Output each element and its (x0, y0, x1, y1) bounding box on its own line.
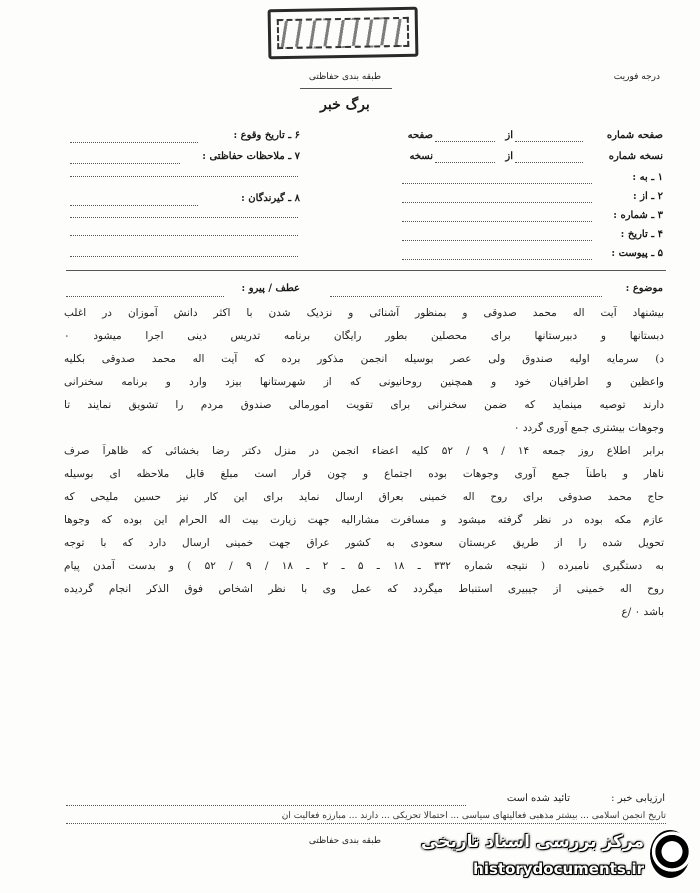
body-line: ناهار و باطناً جمع آوری وجوهات بوده اجتماع و چون قرار است مبلغ قابل ملاحظه ای بوسیله (64, 468, 664, 480)
security-notes-label: ۷ ـ ملاحظات حفاظتی : (202, 151, 300, 162)
subject-label: موضوع : (625, 283, 663, 294)
header-underline (300, 88, 392, 89)
section-separator (66, 270, 666, 271)
body-line: بیشنهاد آیت اله محمد صدوقی و بمنظور آشنائی و نزدیک شدن با اکثر دانش آموزان در اغلب (64, 307, 664, 319)
date-dots (402, 240, 592, 241)
body-line: برابر اطلاع روز جمعه ۱۴ / ۹ / ۵۲ کلیه اعضاء انجمن در منزل دکتر رضا بخشائی که ظاهراً صرف (64, 445, 664, 457)
body-line: واعظین و اطرافیان خود و همچنین روحانیونی که از شهرستانها بیزد وارد و برنامه سخنرانی (64, 376, 664, 388)
from-label: ۲ ـ از : (632, 191, 663, 202)
priority-label: درجه فوریت (613, 72, 660, 82)
analysis-line: تاریخ انجمن اسلامی ... بیشتر مذهبی فعالیتهای سیاسی ... احتمالاً تحریکی ... دارند ... مبارزه فعالیت آن (281, 811, 666, 821)
reference-dots (66, 296, 224, 297)
body-line: به دستگیری نامبرده ( نتیجه شماره ۳۳۲ ـ ۱۸ ـ ۵ ـ ۲ ـ ۱۸ / ۹ / ۵۲ ) و بدست آمدن پیام (64, 560, 664, 572)
attachment-dots (402, 259, 592, 260)
event-date-label: ۶ ـ تاریخ وقوع : (233, 130, 300, 141)
recipients-dots-0 (70, 176, 298, 177)
body-line: روح اله خمینی از جیبیری استنباط میگردد که عمل وی با نظر اشخاص فوق الذکر انجام گردیده (64, 583, 664, 595)
form-title: برگ خبر (320, 97, 370, 113)
to-dots (402, 183, 592, 184)
recipients-dots-2 (70, 217, 298, 218)
body-line: وجوهات بیشتری جمع آوری گردد ۰ (513, 422, 664, 434)
body-line: د) سرمایه اولیه صندوق ولی عصر بوسیله انجمن مذکور برده که آیت اله محمد صدوقی بکلیه (64, 353, 664, 365)
page-number-label: صفحه شماره (606, 130, 663, 141)
copy-unit-label: نسخه (409, 151, 433, 162)
classification-bottom: طبقه بندی حفاظتی (308, 836, 382, 846)
security-notes-dots (70, 163, 180, 164)
event-date-dots (70, 142, 198, 143)
page-from-label: از (505, 130, 513, 141)
page-number-dots (515, 141, 583, 142)
classification-stamp (268, 7, 419, 60)
attachment-label: ۵ ـ پیوست : (611, 248, 663, 259)
copy-from-label: از (505, 151, 513, 162)
assessment-dots (66, 805, 466, 806)
archive-url: historydocuments.ir (473, 860, 644, 878)
copy-number-dots (515, 162, 583, 163)
body-line: دارند توصیه مینماید که ضمن سخنرانی برای تقویت امورمالی صندوق مردم را تشویق نمایند تا (64, 399, 664, 411)
recipients-dots-3 (70, 235, 298, 236)
to-label: ۱ ـ به : (632, 172, 663, 183)
body-line: تحویل شده را از طریق عربستان سعودی به کشور عراق جهت خمینی ارسال دارد که با توجه (64, 537, 664, 549)
archive-logo-icon (650, 830, 690, 878)
recipients-dots-1 (70, 205, 198, 206)
archive-watermark (412, 826, 692, 886)
stamp-pattern (277, 17, 410, 49)
archive-title: مرکز بررسی اسناد تاریخی (421, 832, 644, 852)
reference-label: عطف / پیرو : (241, 283, 300, 294)
number-dots (402, 221, 592, 222)
body-line: حاج محمد صدوقی برای روح اله خمینی بعراق ارسال نماید برای این کار نیز حسین ملیحی که (64, 491, 664, 503)
body-line: باشد ۰ /ع (621, 606, 664, 618)
page-total-dots (435, 141, 495, 142)
from-dots (402, 202, 592, 203)
copy-total-dots (435, 162, 495, 163)
number-label: ۳ ـ شماره : (613, 210, 663, 221)
date-label: ۴ ـ تاریخ : (620, 229, 663, 240)
copy-number-label: نسخه شماره (608, 151, 663, 162)
body-line: دبستانها و دبیرستانها برای محصلین بطور رایگان برنامه تدریس دینی اجرا میشود ۰ (64, 330, 664, 342)
report-body (64, 306, 664, 619)
body-line: عازم مکه بوده در نظر گرفته میشود و مسافرت مشارالیه جهت زیارت بیت اله الحرام این بوده که وجوها (64, 514, 664, 526)
assessment-value: تائید شده است (506, 793, 570, 804)
page-unit-label: صفحه (407, 130, 433, 141)
classification-top: طبقه بندی حفاظتی (308, 72, 382, 82)
analysis-dots (66, 823, 666, 824)
recipients-label: ۸ ـ گیرندگان : (241, 193, 300, 204)
subject-dots (330, 296, 602, 297)
assessment-label: ارزیابی خبر : (611, 793, 665, 804)
recipients-dots-4 (70, 256, 298, 257)
